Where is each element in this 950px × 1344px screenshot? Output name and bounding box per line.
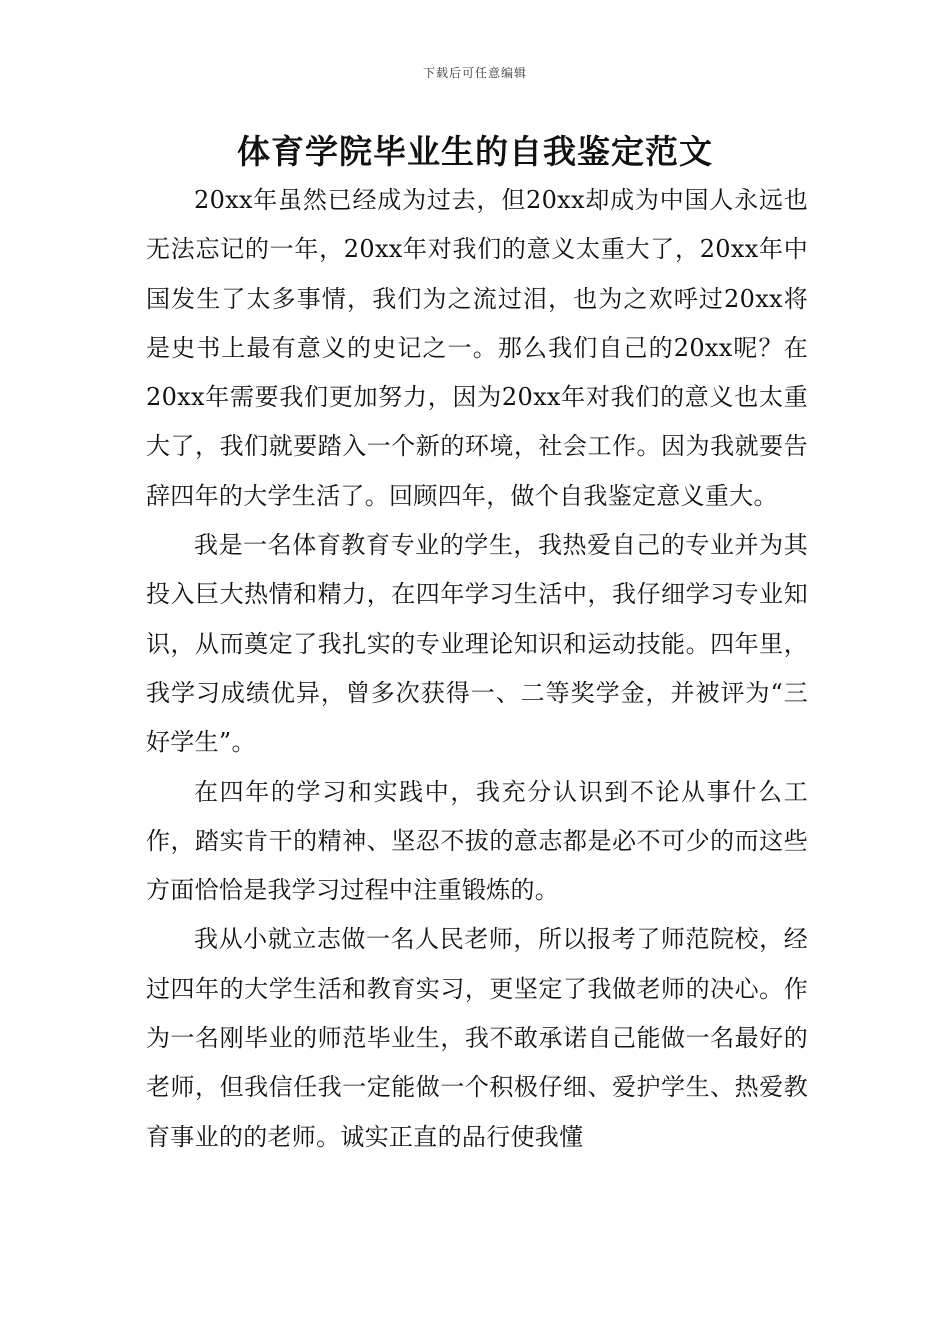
header-note: 下载后可任意编辑	[422, 66, 527, 80]
document-title: 体育学院毕业生的自我鉴定范文	[237, 132, 713, 171]
paragraph-4: 我从小就立志做一名人民老师，所以报考了师范院校，经过四年的大学生活和教育实习，更坚定了我做老师的决心。作为一名刚毕业的师范毕业生，我不敢承诺自己能做一名最好的老师，但我信任我一定能做一个积极仔细、爱护学生、热爱教育事业的的老师。诚实正直的品行使我懂	[146, 925, 808, 1151]
paragraph-1: 20xx年虽然已经成为过去，但20xx却成为中国人永远也无法忘记的一年，20xx年对我们的意义太重大了，20xx年中国发生了太多事情，我们为之流过泪，也为之欢呼过20xx将是史书上最有意义的史记之一。那么我们自己的20xx呢？在20xx年需要我们更加努力，因为20xx年对我们的意义也太重大了，我们就要踏入一个新的环境，社会工作。因为我就要告辞四年的大学生活了。回顾四年，做个自我鉴定意义重大。	[146, 186, 808, 510]
document-body	[146, 176, 808, 1162]
paragraph-2: 我是一名体育教育专业的学生，我热爱自己的专业并为其投入巨大热情和精力，在四年学习生活中，我仔细学习专业知识，从而奠定了我扎实的专业理论知识和运动技能。四年里，我学习成绩优异，曾多次获得一、二等奖学金，并被评为“三好学生”。	[146, 531, 808, 757]
paragraph-3: 在四年的学习和实践中，我充分认识到不论从事什么工作，踏实肯干的精神、坚忍不拔的意志都是必不可少的而这些方面恰恰是我学习过程中注重锻炼的。	[146, 777, 808, 905]
